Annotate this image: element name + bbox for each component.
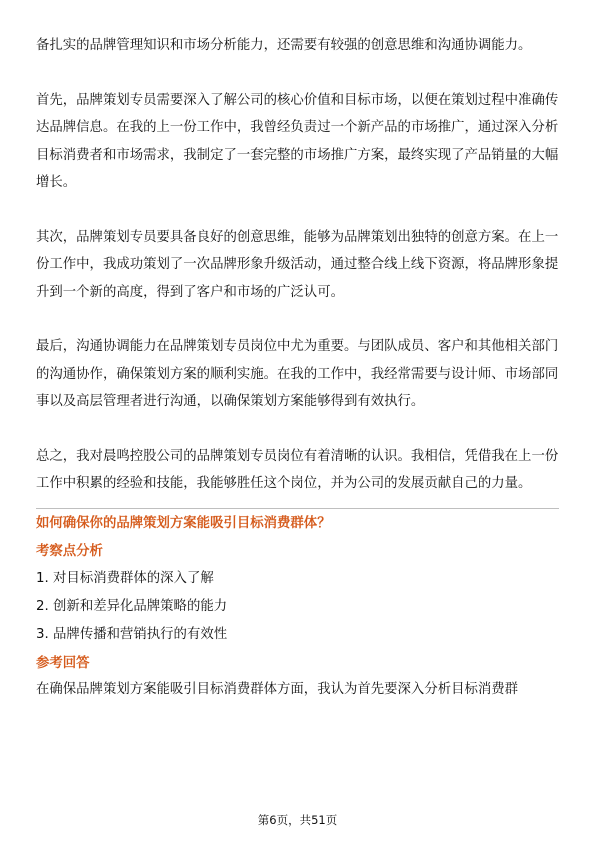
interview-question: 如何确保你的品牌策划方案能吸引目标消费群体？: [36, 515, 331, 531]
paragraph-second: 其次，品牌策划专员要具备良好的创意思维，能够为品牌策划出独特的创意方案。在上一份工作中，我成功策划了一次品牌形象升级活动，通过整合线上线下资源，将品牌形象提升到一个新的高度，得到了客户和市场的广泛认可。: [36, 229, 559, 300]
list-item: 3. 品牌传播和营销执行的有效性: [36, 626, 228, 642]
paragraph-first: 首先，品牌策划专员需要深入了解公司的核心价值和目标市场，以便在策划过程中准确传达品牌信息。在我的上一份工作中，我曾经负责过一个新产品的市场推广，通过深入分析目标消费者和市场需求，我制定了一套完整的市场推广方案，最终实现了产品销量的大幅增长。: [36, 92, 559, 190]
page-footer: 第6页，共51页: [257, 813, 338, 827]
reference-answer: 在确保品牌策划方案能吸引目标消费群体方面，我认为首先要深入分析目标消费群: [36, 681, 519, 697]
analysis-list: [36, 565, 559, 649]
paragraph-intro: 备扎实的品牌管理知识和市场分析能力，还需要有较强的创意思维和沟通协调能力。: [36, 38, 532, 53]
paragraph-gap: [36, 60, 559, 87]
section-divider: [36, 508, 559, 509]
document-body: [36, 32, 559, 703]
analysis-title: 考察点分析: [36, 543, 103, 559]
paragraph-gap: [36, 306, 559, 333]
paragraph-gap: [36, 416, 559, 443]
reference-title: 参考回答: [36, 655, 90, 671]
list-item: 1. 对目标消费群体的深入了解: [36, 570, 214, 586]
paragraph-conclusion: 总之，我对晨鸣控股公司的品牌策划专员岗位有着清晰的认识。我相信，凭借我在上一份工作中积累的经验和技能，我能够胜任这个岗位，并为公司的发展贡献自己的力量。: [36, 448, 559, 491]
paragraph-last: 最后，沟通协调能力在品牌策划专员岗位中尤为重要。与团队成员、客户和其他相关部门的沟通协作，确保策划方案的顺利实施。在我的工作中，我经常需要与设计师、市场部同事以及高层管理者进行沟通，以确保策划方案能够得到有效执行。: [36, 339, 559, 409]
paragraph-gap: [36, 197, 559, 224]
list-item: 2. 创新和差异化品牌策略的能力: [36, 598, 228, 614]
